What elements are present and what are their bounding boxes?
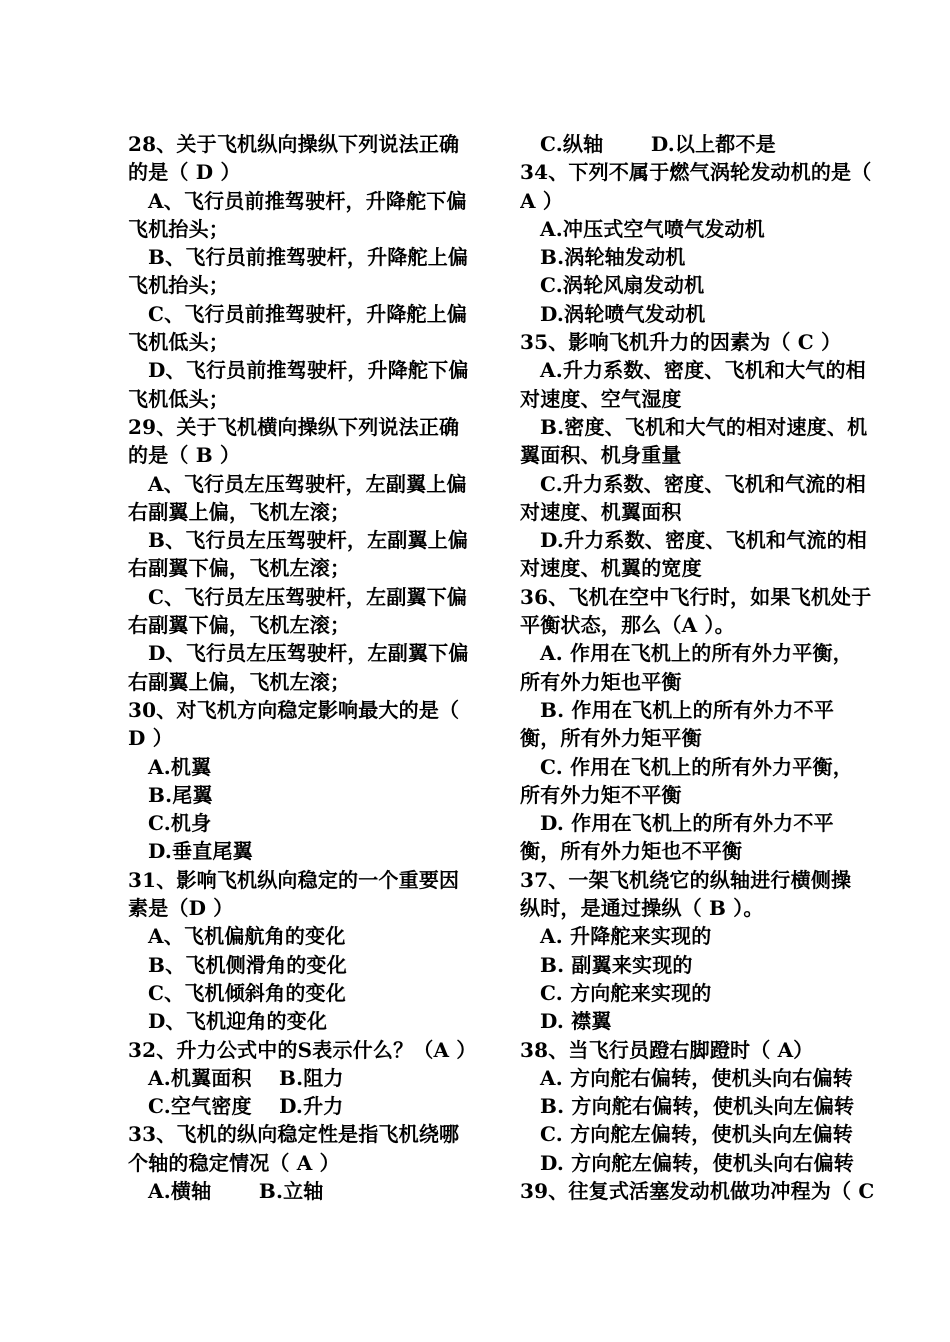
text-line: C、飞行员前推驾驶杆，升降舵上偏 <box>148 301 468 326</box>
text-line: 平衡状态，那么（A ）。 <box>520 613 735 638</box>
left-column <box>128 130 488 1205</box>
text-line: 36、飞机在空中飞行时，如果飞机处于 <box>520 584 872 609</box>
text-line: A、飞机偏航角的变化 <box>148 924 346 949</box>
right-column <box>520 130 880 1205</box>
text-line: C、飞行员左压驾驶杆，左副翼下偏 <box>148 584 468 609</box>
text-line: 31、影响飞机纵向稳定的一个重要因 <box>128 867 460 892</box>
text-line: D、飞行员前推驾驶杆，升降舵下偏 <box>148 358 469 383</box>
text-line: 飞机抬头； <box>128 216 229 241</box>
text-line: B.密度、飞机和大气的相对速度、机 <box>540 414 868 439</box>
text-line: A.机翼 <box>148 754 212 779</box>
text-line: B. 作用在飞机上的所有外力不平 <box>540 697 835 722</box>
text-line: 39、往复式活塞发动机做功冲程为（ C <box>520 1178 875 1203</box>
text-line: C. 方向舵来实现的 <box>540 980 712 1005</box>
text-line: 33、飞机的纵向稳定性是指飞机绕哪 <box>128 1122 460 1147</box>
text-line: A、飞行员左压驾驶杆，左副翼上偏 <box>148 471 467 496</box>
text-line: D、飞机迎角的变化 <box>148 1009 328 1034</box>
text-line: 翼面积、机身重量 <box>520 443 682 468</box>
text-line: A. 升降舵来实现的 <box>540 924 712 949</box>
text-line: B.尾翼 <box>148 782 213 807</box>
text-line: 对速度、机翼的宽度 <box>520 556 702 581</box>
text-line: 个轴的稳定情况（ A ） <box>128 1150 340 1175</box>
text-line: 37、一架飞机绕它的纵轴进行横侧操 <box>520 867 852 892</box>
text-line: 所有外力矩不平衡 <box>520 782 682 807</box>
text-line: 28、关于飞机纵向操纵下列说法正确 <box>128 132 460 156</box>
text-line: B.涡轮轴发动机 <box>540 245 686 270</box>
text-line: 右副翼下偏，飞机左滚； <box>128 613 351 638</box>
text-line: 飞机抬头； <box>128 273 229 298</box>
text-line: A.冲压式空气喷气发动机 <box>540 216 765 241</box>
text-line: A.机翼面积 B.阻力 <box>148 1065 344 1090</box>
text-line: D.垂直尾翼 <box>148 839 253 864</box>
text-line: C.升力系数、密度、飞机和气流的相 <box>540 471 866 496</box>
text-line: A. 作用在飞机上的所有外力平衡， <box>540 641 853 666</box>
text-line: 32、升力公式中的S表示什么？（A ） <box>128 1037 477 1062</box>
text-line: 35、影响飞机升力的因素为（ C ） <box>520 330 842 355</box>
text-line: A.升力系数、密度、飞机和大气的相 <box>540 358 866 383</box>
text-line: C.涡轮风扇发动机 <box>540 273 705 298</box>
text-line: 素是（D ） <box>128 896 234 921</box>
text-line: A、飞行员前推驾驶杆，升降舵下偏 <box>148 188 467 213</box>
text-line: 的是（ B ） <box>128 443 241 468</box>
text-line: 38、当飞行员蹬右脚蹬时（ A） <box>520 1037 814 1062</box>
text-line: 右副翼上偏，飞机左滚； <box>128 499 351 524</box>
text-line: 飞机低头； <box>128 330 229 355</box>
text-line: 飞机低头； <box>128 386 229 411</box>
text-line: D ） <box>128 726 173 751</box>
text-line: 对速度、空气湿度 <box>520 386 682 411</box>
text-line: C.机身 <box>148 811 212 836</box>
text-line: A. 方向舵右偏转，使机头向右偏转 <box>540 1065 853 1090</box>
text-line: B、飞机侧滑角的变化 <box>148 952 347 977</box>
text-line: 右副翼上偏，飞机左滚； <box>128 669 351 694</box>
text-line: D. 方向舵左偏转，使机头向右偏转 <box>540 1150 854 1175</box>
text-line: B. 方向舵右偏转，使机头向左偏转 <box>540 1094 855 1119</box>
text-line: 对速度、机翼面积 <box>520 499 682 524</box>
text-line: B、飞行员前推驾驶杆，升降舵上偏 <box>148 245 469 270</box>
text-line: 纵时，是通过操纵（ B ）。 <box>520 896 764 921</box>
text-line: 34、下列不属于燃气涡轮发动机的是（ <box>520 160 872 185</box>
text-line: B. 副翼来实现的 <box>540 952 693 977</box>
text-line: C、飞机倾斜角的变化 <box>148 980 346 1005</box>
text-line: C.空气密度 D.升力 <box>148 1094 344 1119</box>
text-line: D. 襟翼 <box>540 1009 612 1034</box>
text-line: B、飞行员左压驾驶杆，左副翼上偏 <box>148 528 469 553</box>
text-line: C. 方向舵左偏转，使机头向左偏转 <box>540 1122 853 1147</box>
text-line: A.横轴 B.立轴 <box>148 1178 324 1203</box>
text-line: D、飞行员左压驾驶杆，左副翼下偏 <box>148 641 469 666</box>
text-line: D.升力系数、密度、飞机和气流的相 <box>540 528 867 553</box>
text-line: 右副翼下偏，飞机左滚； <box>128 556 351 581</box>
text-line: A ） <box>520 188 564 213</box>
text-line: D.涡轮喷气发动机 <box>540 301 706 326</box>
text-line: 衡，所有外力矩平衡 <box>520 726 702 751</box>
text-line: 的是（ D ） <box>128 160 241 185</box>
text-line: 30、对飞机方向稳定影响最大的是（ <box>128 697 460 722</box>
text-line: 29、关于飞机横向操纵下列说法正确 <box>128 414 460 439</box>
text-line: D. 作用在飞机上的所有外力不平 <box>540 811 834 836</box>
text-line: C. 作用在飞机上的所有外力平衡， <box>540 754 853 779</box>
text-line: 所有外力矩也平衡 <box>520 669 682 694</box>
text-line: 衡，所有外力矩也不平衡 <box>520 839 743 864</box>
text-line: C.纵轴 D.以上都不是 <box>540 132 776 156</box>
